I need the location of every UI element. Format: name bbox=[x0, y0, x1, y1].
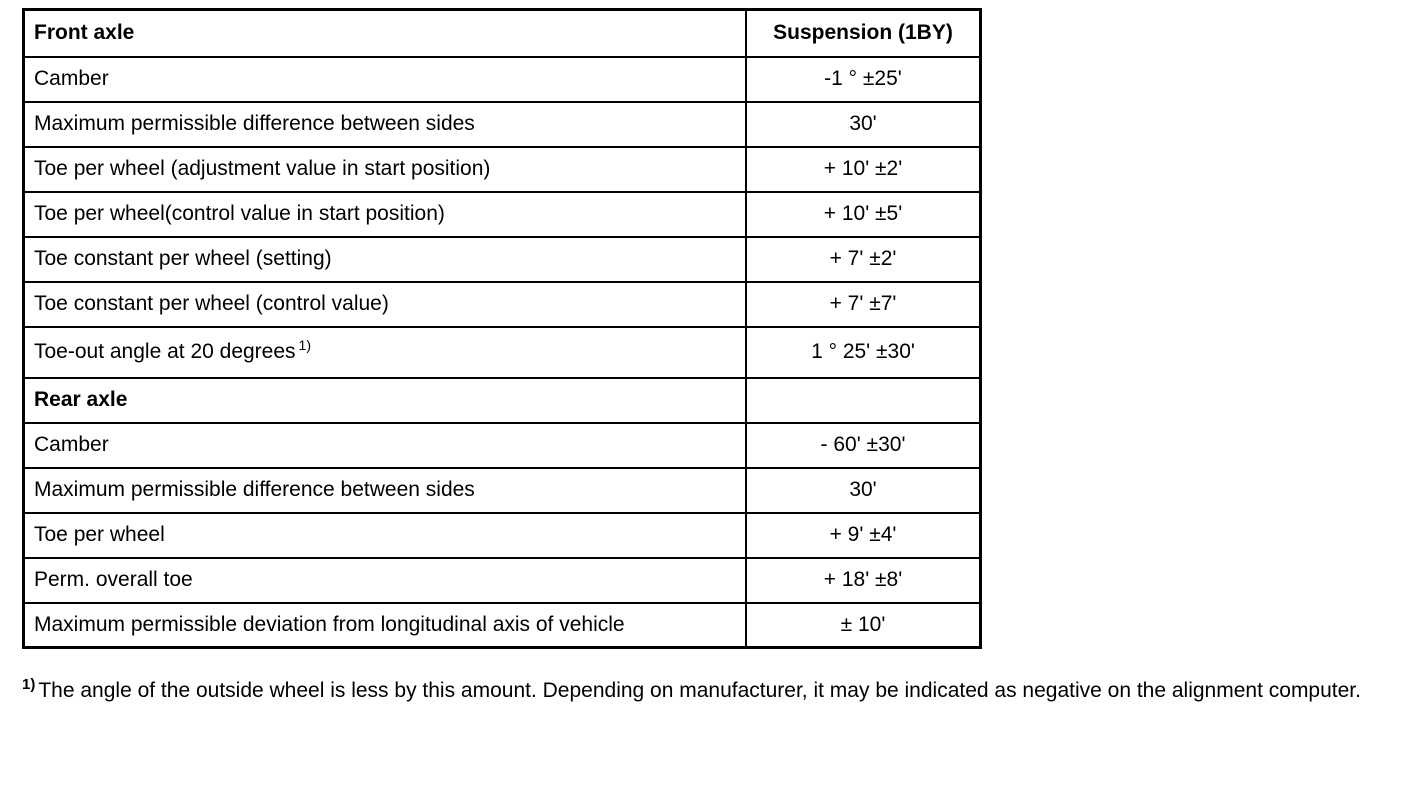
table-row bbox=[24, 282, 981, 327]
row-label: Toe per wheel bbox=[24, 513, 747, 558]
table-row bbox=[24, 237, 981, 282]
row-label: Maximum permissible deviation from longitudinal axis of vehicle bbox=[24, 603, 747, 648]
rear-axle-heading: Rear axle bbox=[24, 378, 747, 423]
footnote-reference: 1) bbox=[298, 337, 311, 353]
row-value: + 9' ±4' bbox=[746, 513, 981, 558]
table-row bbox=[24, 468, 981, 513]
row-label: Maximum permissible difference between sides bbox=[24, 468, 747, 513]
footnote bbox=[22, 677, 1392, 705]
row-label: Perm. overall toe bbox=[24, 558, 747, 603]
row-value: ± 10' bbox=[746, 603, 981, 648]
row-value: + 18' ±8' bbox=[746, 558, 981, 603]
table-row bbox=[24, 102, 981, 147]
footnote-text: The angle of the outside wheel is less by this amount. Depending on manufacturer, it may be indicated as negative on the alignment computer. bbox=[38, 679, 1361, 702]
suspension-column-heading: Suspension (1BY) bbox=[746, 10, 981, 57]
rear-axle-heading-value bbox=[746, 378, 981, 423]
row-label: Toe per wheel (adjustment value in start position) bbox=[24, 147, 747, 192]
row-value: 1 ° 25' ±30' bbox=[746, 327, 981, 378]
row-label: Camber bbox=[24, 423, 747, 468]
table-row bbox=[24, 558, 981, 603]
row-label: Camber bbox=[24, 57, 747, 102]
row-value: -1 ° ±25' bbox=[746, 57, 981, 102]
row-value: + 7' ±2' bbox=[746, 237, 981, 282]
row-value: + 10' ±5' bbox=[746, 192, 981, 237]
footnote-mark: 1) bbox=[22, 676, 36, 693]
row-label: Toe constant per wheel (setting) bbox=[24, 237, 747, 282]
table-row bbox=[24, 192, 981, 237]
front-axle-heading: Front axle bbox=[24, 10, 747, 57]
table-row bbox=[24, 603, 981, 648]
row-value: 30' bbox=[746, 468, 981, 513]
table-row bbox=[24, 327, 981, 378]
row-label-cell bbox=[24, 327, 747, 378]
row-label: Toe constant per wheel (control value) bbox=[24, 282, 747, 327]
table-row bbox=[24, 423, 981, 468]
wheel-alignment-spec-table bbox=[22, 8, 982, 649]
row-value: + 7' ±7' bbox=[746, 282, 981, 327]
row-value: 30' bbox=[746, 102, 981, 147]
table-row bbox=[24, 513, 981, 558]
row-value: - 60' ±30' bbox=[746, 423, 981, 468]
table-header-row bbox=[24, 10, 981, 57]
row-label: Toe-out angle at 20 degrees bbox=[34, 340, 296, 363]
row-value: + 10' ±2' bbox=[746, 147, 981, 192]
table-row bbox=[24, 57, 981, 102]
rear-axle-heading-row bbox=[24, 378, 981, 423]
table-row bbox=[24, 147, 981, 192]
row-label: Toe per wheel(control value in start position) bbox=[24, 192, 747, 237]
row-label: Maximum permissible difference between sides bbox=[24, 102, 747, 147]
